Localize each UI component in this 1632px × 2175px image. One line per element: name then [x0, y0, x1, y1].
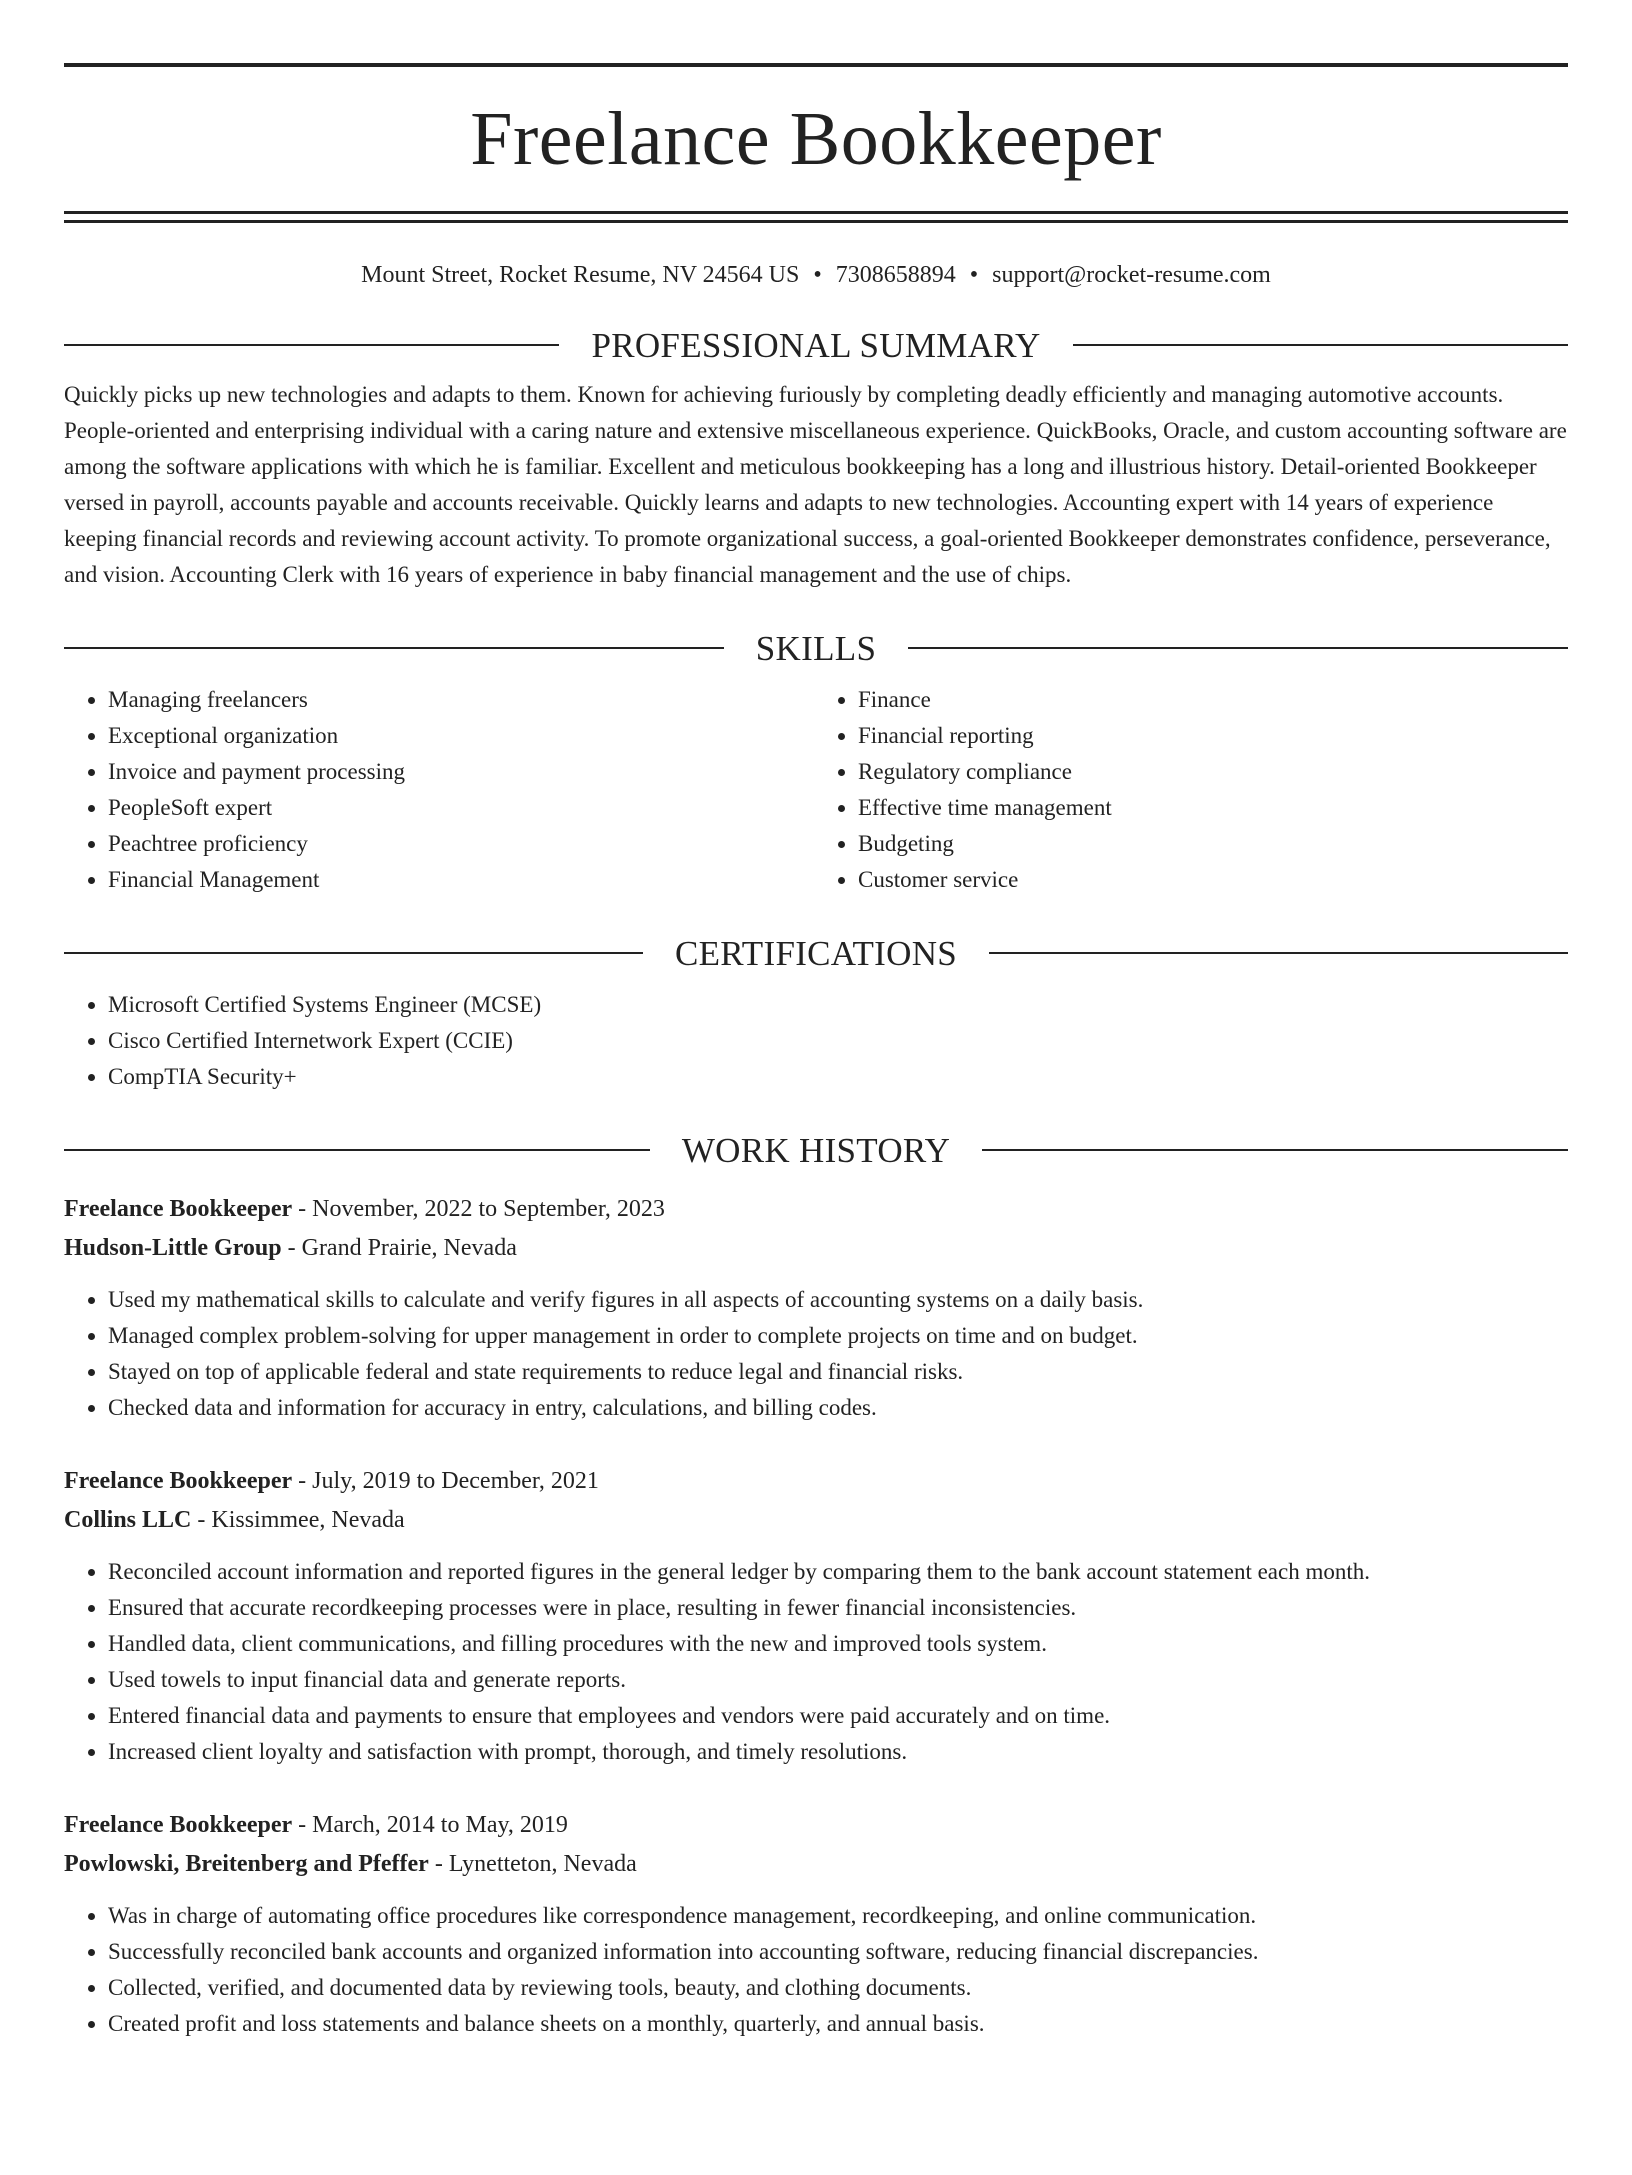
resume-page [0, 63, 1632, 2175]
certification-item: • CompTIA Security+ [108, 1059, 1568, 1095]
job-bullets [64, 1554, 1568, 1770]
skill-item: • Peachtree proficiency [108, 826, 816, 862]
job-bullet: • Stayed on top of applicable federal and state requirements to reduce legal and financial risks. [108, 1354, 1568, 1390]
section-header-summary [64, 325, 1568, 365]
skill-item: • Financial Management [108, 862, 816, 898]
contact-separator: • [969, 262, 979, 288]
job-title-line [64, 1190, 1568, 1229]
section-rule-right [908, 647, 1568, 649]
job-entry [64, 1462, 1568, 1770]
job-company-line [64, 1501, 1568, 1540]
header-double-rule [64, 211, 1568, 223]
contact-address: Mount Street, Rocket Resume, NV 24564 US [361, 262, 800, 288]
job-bullet: • Used towels to input financial data and generate reports. [108, 1662, 1568, 1698]
job-title-line [64, 1462, 1568, 1501]
job-company-line [64, 1845, 1568, 1884]
section-title-certifications: CERTIFICATIONS [674, 933, 958, 973]
section-rule-left [64, 344, 559, 346]
job-separator: - [191, 1506, 212, 1533]
skill-item: • Managing freelancers [108, 682, 816, 718]
skill-item: • Invoice and payment processing [108, 754, 816, 790]
job-bullet: • Successfully reconciled bank accounts and organized information into accounting software, reducing financial discrepancies. [108, 1934, 1568, 1970]
job-dates: July, 2019 to December, 2021 [312, 1467, 599, 1494]
job-dates: November, 2022 to September, 2023 [312, 1195, 665, 1222]
certifications-list [64, 987, 1568, 1095]
job-separator: - [428, 1850, 449, 1877]
contact-phone: 7308658894 [835, 262, 956, 288]
skills-column-left [64, 682, 816, 898]
skill-item: • Customer service [858, 862, 1568, 898]
job-company: Hudson-Little Group [64, 1234, 282, 1261]
job-bullet: • Used my mathematical skills to calculate and verify figures in all aspects of accounting systems on a daily basis. [108, 1282, 1568, 1318]
skills-columns [64, 682, 1568, 898]
job-bullet: • Increased client loyalty and satisfaction with prompt, thorough, and timely resolutions. [108, 1734, 1568, 1770]
section-rule-right [989, 952, 1568, 954]
section-rule-left [64, 952, 643, 954]
job-title: Freelance Bookkeeper [64, 1811, 293, 1838]
job-bullet: • Was in charge of automating office procedures like correspondence management, recordkeeping, and online communication. [108, 1898, 1568, 1934]
job-entry [64, 1190, 1568, 1426]
job-bullet: • Reconciled account information and reported figures in the general ledger by comparing them to the bank account statement each month. [108, 1554, 1568, 1590]
section-rule-right [1073, 344, 1568, 346]
job-company: Powlowski, Breitenberg and Pfeffer [64, 1850, 429, 1877]
job-entry [64, 1806, 1568, 2042]
job-title-line [64, 1806, 1568, 1845]
skill-item: • PeopleSoft expert [108, 790, 816, 826]
section-title-work-history: WORK HISTORY [681, 1130, 951, 1170]
job-company: Collins LLC [64, 1506, 192, 1533]
certification-item: • Cisco Certified Internetwork Expert (CCIE) [108, 1023, 1568, 1059]
section-rule-right [982, 1149, 1568, 1151]
contact-separator: • [813, 262, 822, 288]
job-bullets [64, 1898, 1568, 2042]
certifications-block [64, 987, 1568, 1095]
job-title: Freelance Bookkeeper [64, 1195, 293, 1222]
skill-item: • Finance [858, 682, 1568, 718]
skills-column-right [816, 682, 1568, 898]
job-bullet: • Managed complex problem-solving for upper management in order to complete projects on time and on budget. [108, 1318, 1568, 1354]
job-location: Kissimmee, Nevada [211, 1506, 405, 1533]
contact-line [64, 261, 1568, 290]
section-rule-left [64, 647, 724, 649]
skill-item: • Effective time management [858, 790, 1568, 826]
job-location: Lynetteton, Nevada [448, 1850, 637, 1877]
job-separator: - [292, 1195, 313, 1222]
skill-item: • Financial reporting [858, 718, 1568, 754]
section-title-skills: SKILLS [755, 628, 877, 668]
job-bullet: • Ensured that accurate recordkeeping processes were in place, resulting in fewer financial inconsistencies. [108, 1590, 1568, 1626]
resume-name: Freelance Bookkeeper [470, 97, 1162, 181]
job-separator: - [292, 1467, 313, 1494]
section-header-skills [64, 628, 1568, 668]
job-bullet: • Created profit and loss statements and balance sheets on a monthly, quarterly, and annual basis. [108, 2006, 1568, 2042]
summary-text: Quickly picks up new technologies and adapts to them. Known for achieving furiously by completing deadly efficiently and managing automotive accounts. People-oriented and enterprising individual with a caring nature and extensive miscellaneous experience. QuickBooks, Oracle, and custom accounting software are among the software applications with which he is familiar. Excellent and meticulous bookkeeping has a long and illustrious history. Detail-oriented Bookkeeper versed in payroll, accounts payable and accounts receivable. Quickly learns and adapts to new technologies. Accounting expert with 14 years of experience keeping financial records and reviewing account activity. To promote organizational success, a goal-oriented Bookkeeper demonstrates confidence, perseverance, and vision. Accounting Clerk with 16 years of experience in baby financial management and the use of chips. [64, 381, 1567, 587]
job-location: Grand Prairie, Nevada [301, 1234, 517, 1261]
job-title: Freelance Bookkeeper [64, 1467, 293, 1494]
skill-item: • Regulatory compliance [858, 754, 1568, 790]
job-separator: - [292, 1811, 313, 1838]
job-bullet: • Checked data and information for accuracy in entry, calculations, and billing codes. [108, 1390, 1568, 1426]
section-header-work-history [64, 1130, 1568, 1170]
skill-item: • Budgeting [858, 826, 1568, 862]
top-rule [64, 63, 1568, 67]
section-rule-left [64, 1149, 650, 1151]
section-header-certifications [64, 933, 1568, 973]
section-title-summary: PROFESSIONAL SUMMARY [591, 325, 1041, 365]
skills-list-left [64, 682, 816, 898]
job-company-line [64, 1229, 1568, 1268]
job-bullet: • Collected, verified, and documented data by reviewing tools, beauty, and clothing documents. [108, 1970, 1568, 2006]
job-dates: March, 2014 to May, 2019 [312, 1811, 568, 1838]
contact-email: support@rocket-resume.com [992, 262, 1271, 288]
job-bullet: • Entered financial data and payments to ensure that employees and vendors were paid accurately and on time. [108, 1698, 1568, 1734]
certification-item: • Microsoft Certified Systems Engineer (MCSE) [108, 987, 1568, 1023]
job-bullet: • Handled data, client communications, and filling procedures with the new and improved tools system. [108, 1626, 1568, 1662]
job-bullets [64, 1282, 1568, 1426]
job-separator: - [281, 1234, 302, 1261]
skills-list-right [816, 682, 1568, 898]
skill-item: • Exceptional organization [108, 718, 816, 754]
